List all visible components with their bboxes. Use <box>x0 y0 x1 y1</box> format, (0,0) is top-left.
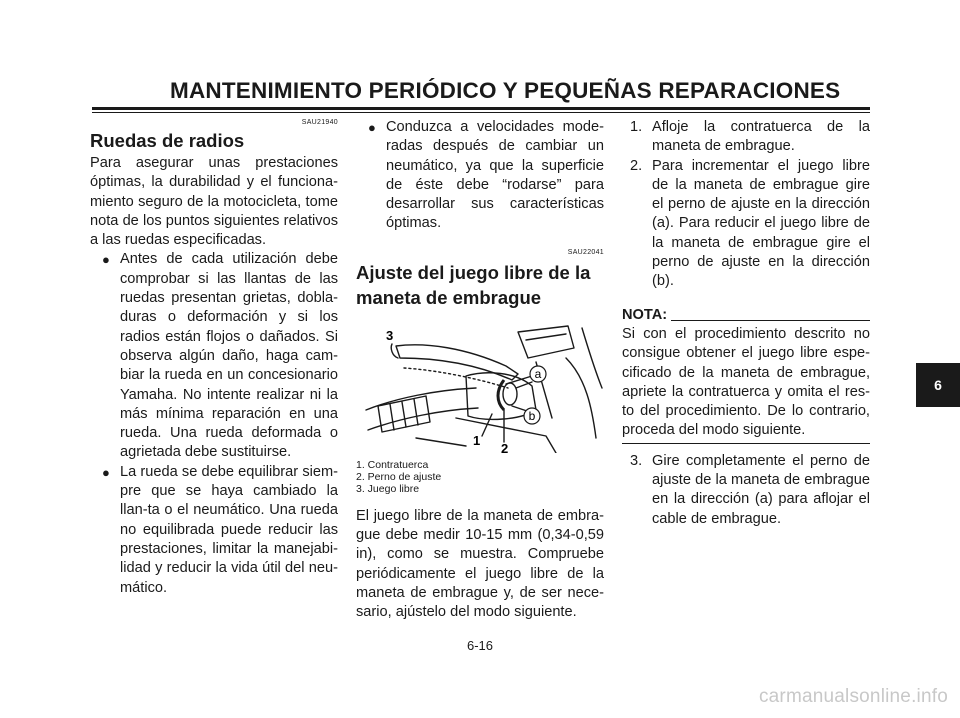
bullet-item <box>356 118 604 234</box>
column-3 <box>622 118 870 529</box>
page-header-title: MANTENIMIENTO PERIÓDICO Y PEQUEÑAS REPARACIONES <box>170 78 841 103</box>
bullet-text: Antes de cada utilización debe comprobar si las llantas de las ruedas presentan grietas, dobla-duras o deformación y si los radios están flojos o dañados. Si observa algún daño, haga cam-biar la rueda en un concesionario Yamaha. No intente realizar ni la más mínima reparación en una rueda. Una rueda deformada o agrietada debe sustituirse. <box>120 251 338 461</box>
header-rule-thin <box>92 112 870 113</box>
bullet-item <box>90 250 338 462</box>
figure-caption <box>356 459 604 495</box>
section-heading: Ajuste del juego libre de la maneta de embrague <box>356 261 591 308</box>
step-number: 3. <box>630 452 643 469</box>
note-end-rule <box>622 443 870 444</box>
label-a: a <box>534 366 542 381</box>
caption-item: 2. Perno de ajuste <box>356 470 442 483</box>
note-text: Si con el procedimiento descrito no consigue obtener el juego libre espe-cificado de la maneta de embrague, apriete la contratuerca y omita el res-to del procedimiento. De lo contrario, proceda del modo siguiente. <box>622 325 870 439</box>
note-header <box>622 306 870 325</box>
caption-item: 3. Juego libre <box>356 482 420 495</box>
step-number: 2. <box>630 157 643 174</box>
caption-item: 1. Contratuerca <box>356 458 429 471</box>
step-text: Gire completamente el perno de ajuste de la maneta de embrague en la dirección (a) para aflojar el cable de embrague. <box>652 452 870 527</box>
step-text: Para incrementar el juego libre de la maneta de embrague gire el perno de ajuste en la dirección (a). Para reducir el juego libre de la maneta de embrague gire el perno de ajuste en la dirección (b). <box>652 157 870 290</box>
column-1 <box>90 118 338 598</box>
bullet-icon: ● <box>102 464 110 480</box>
bullet-text: La rueda se debe equilibrar siem-pre que se haya cambiado la llan-ta o el neumático. Una rueda no equilibrada puede reducir las prestaciones, limitar la manejabi-lidad y reducir la vida útil del neu-mático. <box>120 463 338 596</box>
step-item <box>622 452 870 529</box>
section-code: SAU22041 <box>567 248 604 256</box>
column-2 <box>356 118 604 623</box>
section-code: SAU21940 <box>301 119 338 126</box>
bullet-icon: ● <box>368 120 376 135</box>
bullet-icon: ● <box>102 252 110 268</box>
label-b: b <box>528 408 536 423</box>
step-text: Afloje la contratuerca de la maneta de embrague. <box>652 119 870 155</box>
label-2: 2 <box>501 440 509 453</box>
bullet-item <box>90 463 338 598</box>
chapter-tab: 6 <box>916 363 960 407</box>
bullet-text: Conduzca a velocidades mode-radas después de cambiar un neumático, ya que la superficie de éste debe “rodarse” para desarrollar sus características óptimas. <box>386 119 604 232</box>
page-number: 6-16 <box>466 638 494 653</box>
note-label: NOTA: <box>622 306 668 323</box>
step-item <box>622 118 870 157</box>
clutch-lever-illustration <box>356 318 604 453</box>
header-rule <box>92 107 870 110</box>
clutch-lever-drawing <box>356 318 604 453</box>
note-rule <box>671 320 870 321</box>
label-1: 1 <box>473 432 481 448</box>
step-item <box>622 157 870 292</box>
watermark: carmanualsonline.info <box>758 686 948 707</box>
body-paragraph: El juego libre de la maneta de embra-gue debe medir 10-15 mm (0,34-0,59 in), como se muestra. Compruebe periódicamente el juego libre de la maneta de embrague y, de ser nece-sario, ajústelo del modo siguiente. <box>356 507 604 621</box>
intro-paragraph: Para asegurar unas prestaciones óptimas, la durabilidad y el funciona-miento seguro de la motocicleta, tome nota de los puntos siguientes relativos a las ruedas especificadas. <box>90 155 338 249</box>
section-heading: Ruedas de radios <box>90 130 245 151</box>
step-number: 1. <box>630 119 643 135</box>
label-3: 3 <box>386 327 394 343</box>
